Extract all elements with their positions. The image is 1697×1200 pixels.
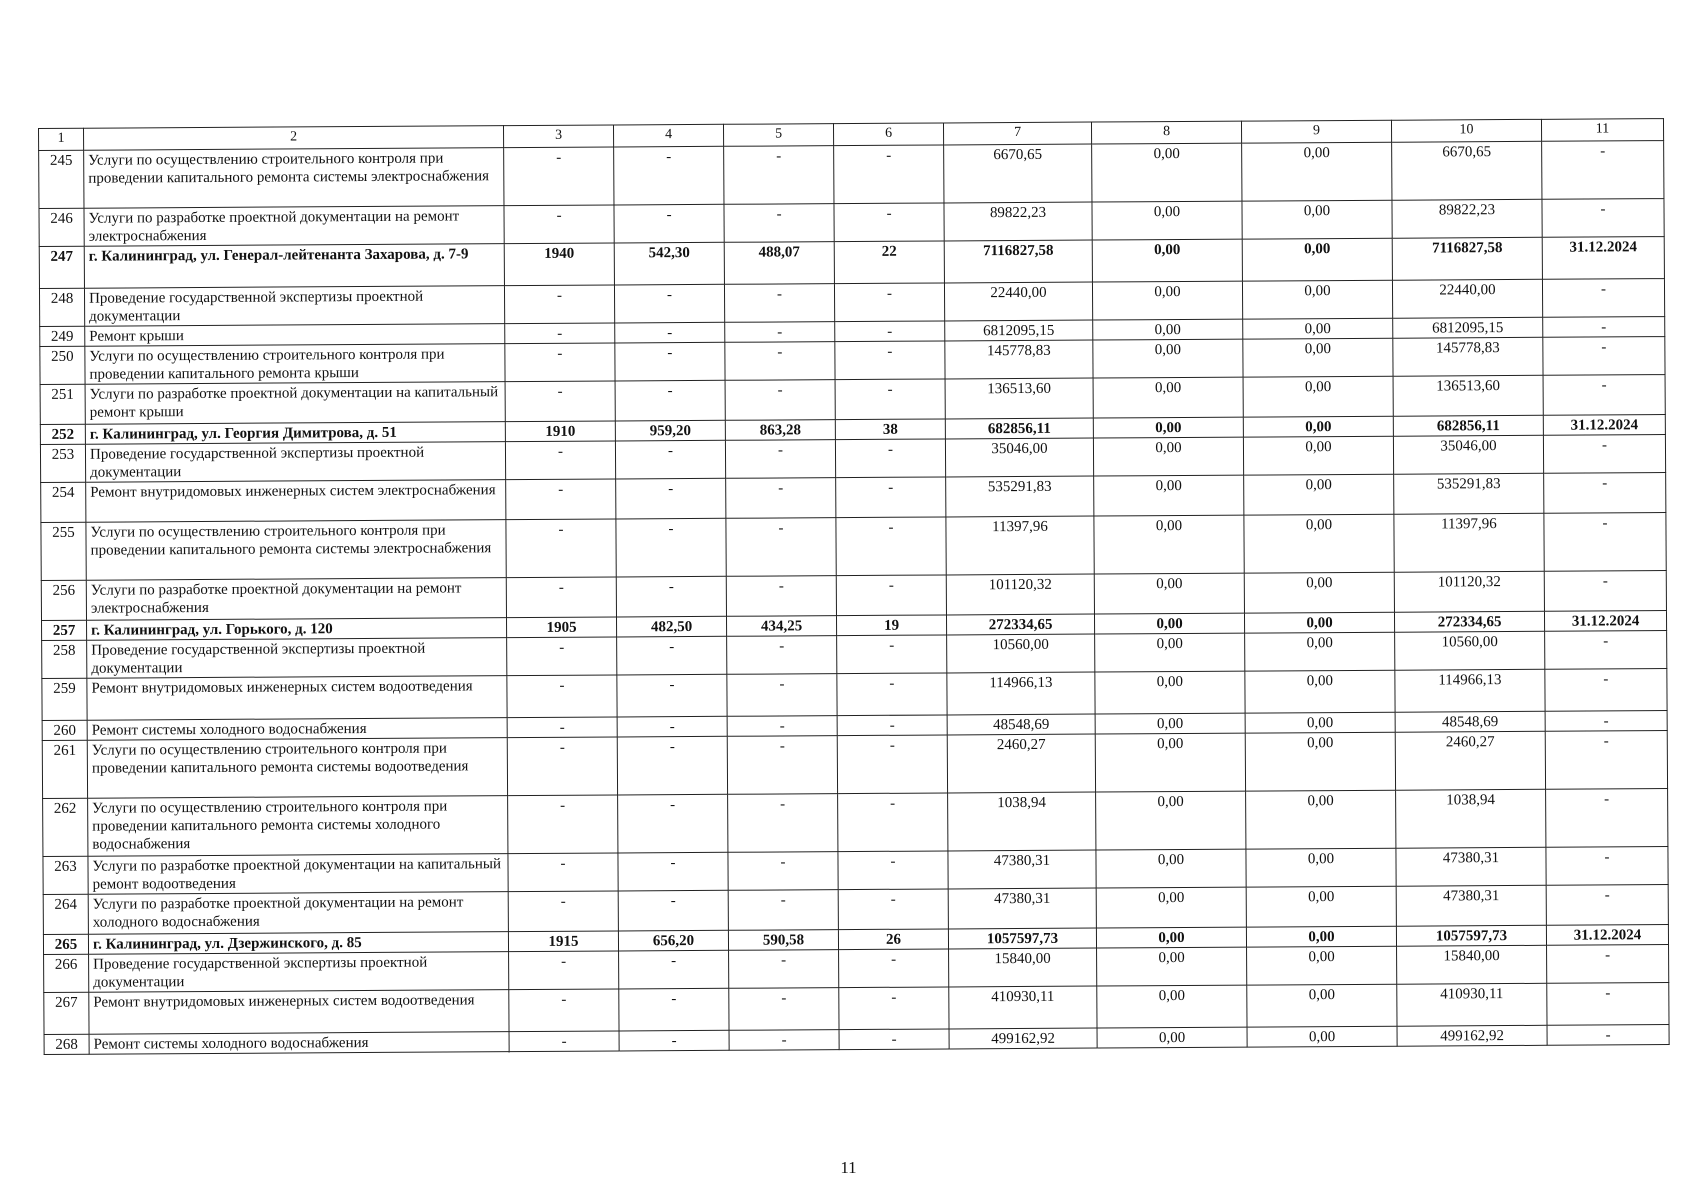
residents: - xyxy=(839,1029,949,1050)
total-cost: 6812095,15 xyxy=(945,320,1093,341)
column-header: 7 xyxy=(943,122,1091,145)
living-area: - xyxy=(725,380,835,421)
regional-fund: 0,00 xyxy=(1096,791,1246,850)
row-number: 261 xyxy=(42,740,87,798)
regional-fund: 0,00 xyxy=(1097,947,1247,986)
regional-fund: 0,00 xyxy=(1092,239,1242,282)
local-budget: 0,00 xyxy=(1244,514,1394,573)
row-number: 267 xyxy=(44,992,89,1034)
total-area: 656,20 xyxy=(618,930,728,951)
row-number: 262 xyxy=(43,798,88,856)
local-budget: 0,00 xyxy=(1242,142,1392,201)
row-number: 253 xyxy=(40,444,85,482)
regional-fund: 0,00 xyxy=(1093,339,1243,378)
completion-date: - xyxy=(1543,375,1665,416)
residents: - xyxy=(836,575,946,616)
row-number: 254 xyxy=(41,482,86,522)
completion-date: 31.12.2024 xyxy=(1546,925,1668,946)
work-description: Проведение государственной экспертизы проектной документации xyxy=(85,442,505,483)
living-area: - xyxy=(727,674,837,717)
total-area: - xyxy=(619,988,729,1031)
regional-fund: 0,00 xyxy=(1096,927,1246,948)
regional-fund: 0,00 xyxy=(1095,713,1245,734)
living-area: - xyxy=(728,794,838,853)
year-built: - xyxy=(506,479,616,520)
year-built: - xyxy=(508,795,618,854)
work-description: Проведение государственной экспертизы проектной документации xyxy=(87,638,507,679)
total-cost: 1038,94 xyxy=(948,792,1096,851)
year-built: - xyxy=(507,675,617,718)
work-description: Ремонт внутридомовых инженерных систем электроснабжения xyxy=(86,480,506,523)
regional-fund: 0,00 xyxy=(1094,573,1244,614)
living-area: - xyxy=(727,716,837,737)
living-area: 434,25 xyxy=(726,616,836,637)
regional-fund: 0,00 xyxy=(1094,515,1244,574)
local-budget: 0,00 xyxy=(1245,670,1395,713)
living-area: - xyxy=(729,988,839,1031)
owner-funds: 101120,32 xyxy=(1394,571,1544,612)
local-budget: 0,00 xyxy=(1244,612,1394,633)
residents: - xyxy=(839,987,949,1030)
total-cost: 47380,31 xyxy=(948,888,1096,929)
regional-fund: 0,00 xyxy=(1096,887,1246,928)
local-budget: 0,00 xyxy=(1243,318,1393,339)
total-area: - xyxy=(618,852,728,891)
owner-funds: 1057597,73 xyxy=(1396,925,1546,946)
residents: 38 xyxy=(835,419,945,440)
local-budget: 0,00 xyxy=(1244,572,1394,613)
living-area: 863,28 xyxy=(725,420,835,441)
total-area: 542,30 xyxy=(614,242,724,285)
local-budget: 0,00 xyxy=(1245,732,1395,791)
local-budget: 0,00 xyxy=(1244,474,1394,515)
owner-funds: 7116827,58 xyxy=(1392,237,1542,280)
local-budget: 0,00 xyxy=(1242,280,1392,319)
year-built: 1905 xyxy=(506,617,616,638)
residents: 19 xyxy=(836,615,946,636)
residents: - xyxy=(837,735,947,794)
work-description: Ремонт крыши xyxy=(85,324,505,347)
row-number: 265 xyxy=(43,934,88,954)
year-built: 1915 xyxy=(508,931,618,952)
residents: - xyxy=(834,283,944,322)
work-description: Проведение государственной экспертизы проектной документации xyxy=(84,286,504,327)
completion-date: - xyxy=(1543,317,1665,338)
work-description: Услуги по разработке проектной документации на капитальный ремонт крыши xyxy=(85,382,505,425)
completion-date: - xyxy=(1544,571,1666,612)
work-description: г. Калининград, ул. Горького, д. 120 xyxy=(87,618,507,641)
completion-date: - xyxy=(1545,731,1667,790)
row-number: 264 xyxy=(43,894,88,934)
row-number: 263 xyxy=(43,856,88,894)
living-area: - xyxy=(729,1030,839,1051)
owner-funds: 48548,69 xyxy=(1395,711,1545,732)
living-area: - xyxy=(725,322,835,343)
row-number: 258 xyxy=(42,640,87,678)
living-area: - xyxy=(724,146,834,205)
residents: 26 xyxy=(838,929,948,950)
regional-fund: 0,00 xyxy=(1092,281,1242,320)
living-area: - xyxy=(725,342,835,381)
row-number: 256 xyxy=(41,580,86,620)
local-budget: 0,00 xyxy=(1245,712,1395,733)
residents: - xyxy=(835,439,945,478)
total-area: - xyxy=(614,204,724,243)
work-description: Услуги по осуществлению строительного контроля при проведении капитального ремонта системы электроснабжения xyxy=(86,520,506,581)
year-built: - xyxy=(504,147,614,206)
completion-date: - xyxy=(1547,1025,1669,1046)
column-header: 6 xyxy=(833,123,943,146)
total-area: - xyxy=(618,890,728,931)
total-area: - xyxy=(617,716,727,737)
owner-funds: 47380,31 xyxy=(1396,847,1546,886)
owner-funds: 535291,83 xyxy=(1394,473,1544,514)
regional-fund: 0,00 xyxy=(1095,733,1245,792)
regional-fund: 0,00 xyxy=(1094,475,1244,516)
total-cost: 47380,31 xyxy=(948,850,1096,889)
year-built: - xyxy=(505,343,615,382)
year-built: - xyxy=(506,577,616,618)
completion-date: - xyxy=(1545,631,1667,670)
work-description: Услуги по осуществлению строительного контроля при проведении капитального ремонта системы электроснабжения xyxy=(84,148,504,209)
local-budget: 0,00 xyxy=(1242,238,1392,281)
owner-funds: 22440,00 xyxy=(1392,279,1542,318)
work-description: г. Калининград, ул. Дзержинского, д. 85 xyxy=(88,932,508,955)
residents: - xyxy=(834,145,944,204)
year-built: - xyxy=(508,891,618,932)
total-area: - xyxy=(614,284,724,323)
row-number: 250 xyxy=(40,346,85,384)
living-area: - xyxy=(726,478,836,519)
residents: - xyxy=(837,715,947,736)
completion-date: - xyxy=(1547,983,1669,1026)
completion-date: - xyxy=(1545,711,1667,732)
completion-date: - xyxy=(1543,337,1665,376)
regional-fund: 0,00 xyxy=(1095,671,1245,714)
total-cost: 499162,92 xyxy=(949,1028,1097,1049)
total-cost: 48548,69 xyxy=(947,714,1095,735)
local-budget: 0,00 xyxy=(1246,886,1396,927)
living-area: - xyxy=(728,852,838,891)
total-cost: 136513,60 xyxy=(945,378,1093,419)
local-budget: 0,00 xyxy=(1243,416,1393,437)
total-cost: 35046,00 xyxy=(945,438,1093,477)
owner-funds: 89822,23 xyxy=(1392,199,1542,238)
living-area: - xyxy=(727,636,837,675)
work-description: Ремонт системы холодного водоснабжения xyxy=(89,1032,509,1055)
row-number: 266 xyxy=(44,954,89,992)
row-number: 249 xyxy=(40,326,85,346)
living-area: - xyxy=(728,890,838,931)
total-cost: 272334,65 xyxy=(946,614,1094,635)
completion-date: - xyxy=(1547,945,1669,984)
residents: - xyxy=(838,889,948,930)
column-header: 8 xyxy=(1091,121,1241,144)
column-header: 3 xyxy=(503,125,613,148)
column-header: 11 xyxy=(1541,119,1663,142)
total-area: - xyxy=(616,576,726,617)
year-built: - xyxy=(506,519,616,578)
total-cost: 410930,11 xyxy=(949,986,1097,1029)
owner-funds: 11397,96 xyxy=(1394,513,1544,572)
work-description: Услуги по осуществлению строительного контроля при проведении капитального ремонта системы водоотведения xyxy=(87,738,507,799)
owner-funds: 136513,60 xyxy=(1393,375,1543,416)
completion-date: - xyxy=(1542,279,1664,318)
total-area: - xyxy=(615,342,725,381)
total-cost: 11397,96 xyxy=(946,516,1094,575)
completion-date: 31.12.2024 xyxy=(1543,415,1665,436)
regional-fund: 0,00 xyxy=(1093,377,1243,418)
year-built: 1940 xyxy=(504,243,614,286)
regional-fund: 0,00 xyxy=(1092,201,1242,240)
year-built: - xyxy=(505,381,615,422)
owner-funds: 145778,83 xyxy=(1393,337,1543,376)
row-number: 257 xyxy=(42,620,87,640)
local-budget: 0,00 xyxy=(1247,946,1397,985)
completion-date: - xyxy=(1543,435,1665,474)
total-cost: 10560,00 xyxy=(947,634,1095,673)
regional-fund: 0,00 xyxy=(1096,849,1246,888)
capital-repair-table xyxy=(38,118,1670,1055)
local-budget: 0,00 xyxy=(1243,376,1393,417)
owner-funds: 2460,27 xyxy=(1395,731,1545,790)
year-built: - xyxy=(509,951,619,990)
local-budget: 0,00 xyxy=(1247,984,1397,1027)
regional-fund: 0,00 xyxy=(1093,319,1243,340)
year-built: - xyxy=(507,717,617,738)
total-cost: 7116827,58 xyxy=(944,240,1092,283)
regional-fund: 0,00 xyxy=(1097,985,1247,1028)
completion-date: - xyxy=(1542,199,1664,238)
owner-funds: 682856,11 xyxy=(1393,415,1543,436)
total-area: 482,50 xyxy=(616,616,726,637)
completion-date: - xyxy=(1546,789,1668,848)
work-description: Ремонт внутридомовых инженерных систем водоотведения xyxy=(89,990,509,1035)
residents: - xyxy=(836,517,946,576)
row-number: 260 xyxy=(42,720,87,740)
living-area: - xyxy=(725,440,835,479)
row-number: 268 xyxy=(44,1034,89,1054)
total-cost: 535291,83 xyxy=(946,476,1094,517)
year-built: 1910 xyxy=(505,421,615,442)
residents: - xyxy=(838,793,948,852)
column-header: 2 xyxy=(84,126,504,151)
regional-fund: 0,00 xyxy=(1094,613,1244,634)
total-cost: 101120,32 xyxy=(946,574,1094,615)
total-cost: 114966,13 xyxy=(947,672,1095,715)
work-description: Услуги по разработке проектной документации на капитальный ремонт водоотведения xyxy=(88,854,508,895)
regional-fund: 0,00 xyxy=(1093,437,1243,476)
residents: - xyxy=(838,851,948,890)
residents: 22 xyxy=(834,241,944,284)
completion-date: - xyxy=(1544,513,1666,572)
residents: - xyxy=(839,949,949,988)
owner-funds: 499162,92 xyxy=(1397,1025,1547,1046)
total-cost: 22440,00 xyxy=(944,282,1092,321)
work-description: Услуги по разработке проектной документации на ремонт электроснабжения xyxy=(84,206,504,247)
column-header: 5 xyxy=(723,124,833,147)
local-budget: 0,00 xyxy=(1243,338,1393,377)
living-area: - xyxy=(729,950,839,989)
local-budget: 0,00 xyxy=(1246,790,1396,849)
residents: - xyxy=(836,477,946,518)
living-area: - xyxy=(726,576,836,617)
total-cost: 6670,65 xyxy=(944,144,1092,203)
completion-date: - xyxy=(1542,141,1664,200)
total-cost: 2460,27 xyxy=(947,734,1095,793)
work-description: Ремонт внутридомовых инженерных систем водоотведения xyxy=(87,676,507,721)
completion-date: - xyxy=(1545,669,1667,712)
local-budget: 0,00 xyxy=(1243,436,1393,475)
regional-fund: 0,00 xyxy=(1092,143,1242,202)
total-cost: 1057597,73 xyxy=(948,928,1096,949)
completion-date: 31.12.2024 xyxy=(1542,237,1664,280)
owner-funds: 47380,31 xyxy=(1396,885,1546,926)
row-number: 259 xyxy=(42,678,87,720)
completion-date: - xyxy=(1546,847,1668,886)
completion-date: - xyxy=(1546,885,1668,926)
total-area: 959,20 xyxy=(615,420,725,441)
completion-date: - xyxy=(1544,473,1666,514)
page-number: 11 xyxy=(840,1158,857,1177)
row-number: 247 xyxy=(39,246,84,288)
table-row xyxy=(39,141,1664,209)
total-cost: 89822,23 xyxy=(944,202,1092,241)
column-header: 10 xyxy=(1391,119,1541,142)
row-number: 251 xyxy=(40,384,85,424)
residents: - xyxy=(834,203,944,242)
local-budget: 0,00 xyxy=(1246,926,1396,947)
column-header: 4 xyxy=(613,124,723,147)
residents: - xyxy=(835,341,945,380)
document-sheet xyxy=(38,118,1670,1055)
total-area: - xyxy=(615,380,725,421)
residents: - xyxy=(837,673,947,716)
residents: - xyxy=(835,379,945,420)
owner-funds: 6670,65 xyxy=(1392,141,1542,200)
living-area: - xyxy=(724,284,834,323)
work-description: Ремонт системы холодного водоснабжения xyxy=(87,718,507,741)
year-built: - xyxy=(505,441,615,480)
table-row xyxy=(42,731,1667,799)
work-description: Услуги по разработке проектной документации на ремонт электроснабжения xyxy=(86,578,506,621)
row-number: 252 xyxy=(40,424,85,444)
owner-funds: 410930,11 xyxy=(1397,983,1547,1026)
owner-funds: 15840,00 xyxy=(1397,945,1547,984)
total-area: - xyxy=(617,636,727,675)
total-area: - xyxy=(616,478,726,519)
year-built: - xyxy=(504,205,614,244)
year-built: - xyxy=(508,853,618,892)
owner-funds: 10560,00 xyxy=(1395,631,1545,670)
total-area: - xyxy=(619,1030,729,1051)
total-area: - xyxy=(617,736,727,795)
living-area: - xyxy=(726,518,836,577)
work-description: Услуги по осуществлению строительного контроля при проведении капитального ремонта системы холодного водоснабжения xyxy=(88,796,508,857)
total-area: - xyxy=(615,440,725,479)
living-area: - xyxy=(724,204,834,243)
year-built: - xyxy=(509,989,619,1032)
living-area: - xyxy=(727,736,837,795)
work-description: Проведение государственной экспертизы проектной документации xyxy=(89,952,509,993)
total-area: - xyxy=(619,950,729,989)
row-number: 248 xyxy=(39,288,84,326)
work-description: г. Калининград, ул. Георгия Димитрова, д. 51 xyxy=(85,422,505,445)
total-area: - xyxy=(615,322,725,343)
regional-fund: 0,00 xyxy=(1095,633,1245,672)
table-row xyxy=(43,789,1668,857)
work-description: Услуги по осуществлению строительного контроля при проведении капитального ремонта крыши xyxy=(85,344,505,385)
local-budget: 0,00 xyxy=(1242,200,1392,239)
work-description: Услуги по разработке проектной документации на ремонт холодного водоснабжения xyxy=(88,892,508,935)
row-number: 255 xyxy=(41,522,86,580)
work-description: г. Калининград, ул. Генерал-лейтенанта Захарова, д. 7-9 xyxy=(84,244,504,289)
total-area: - xyxy=(618,794,728,853)
total-cost: 145778,83 xyxy=(945,340,1093,379)
total-cost: 682856,11 xyxy=(945,418,1093,439)
column-header: 1 xyxy=(39,128,84,150)
local-budget: 0,00 xyxy=(1247,1026,1397,1047)
table-row xyxy=(41,513,1666,581)
owner-funds: 35046,00 xyxy=(1393,435,1543,474)
completion-date: 31.12.2024 xyxy=(1544,611,1666,632)
owner-funds: 1038,94 xyxy=(1396,789,1546,848)
total-area: - xyxy=(614,146,724,205)
year-built: - xyxy=(509,1031,619,1052)
year-built: - xyxy=(507,637,617,676)
residents: - xyxy=(835,321,945,342)
year-built: - xyxy=(507,737,617,796)
regional-fund: 0,00 xyxy=(1093,417,1243,438)
regional-fund: 0,00 xyxy=(1097,1027,1247,1048)
year-built: - xyxy=(505,323,615,344)
total-area: - xyxy=(616,518,726,577)
owner-funds: 114966,13 xyxy=(1395,669,1545,712)
local-budget: 0,00 xyxy=(1246,848,1396,887)
residents: - xyxy=(837,635,947,674)
owner-funds: 272334,65 xyxy=(1394,611,1544,632)
column-header: 9 xyxy=(1241,120,1391,143)
local-budget: 0,00 xyxy=(1245,632,1395,671)
owner-funds: 6812095,15 xyxy=(1393,317,1543,338)
living-area: 590,58 xyxy=(728,930,838,951)
year-built: - xyxy=(504,285,614,324)
total-cost: 15840,00 xyxy=(949,948,1097,987)
row-number: 246 xyxy=(39,208,84,246)
total-area: - xyxy=(617,674,727,717)
living-area: 488,07 xyxy=(724,242,834,285)
row-number: 245 xyxy=(39,150,84,208)
